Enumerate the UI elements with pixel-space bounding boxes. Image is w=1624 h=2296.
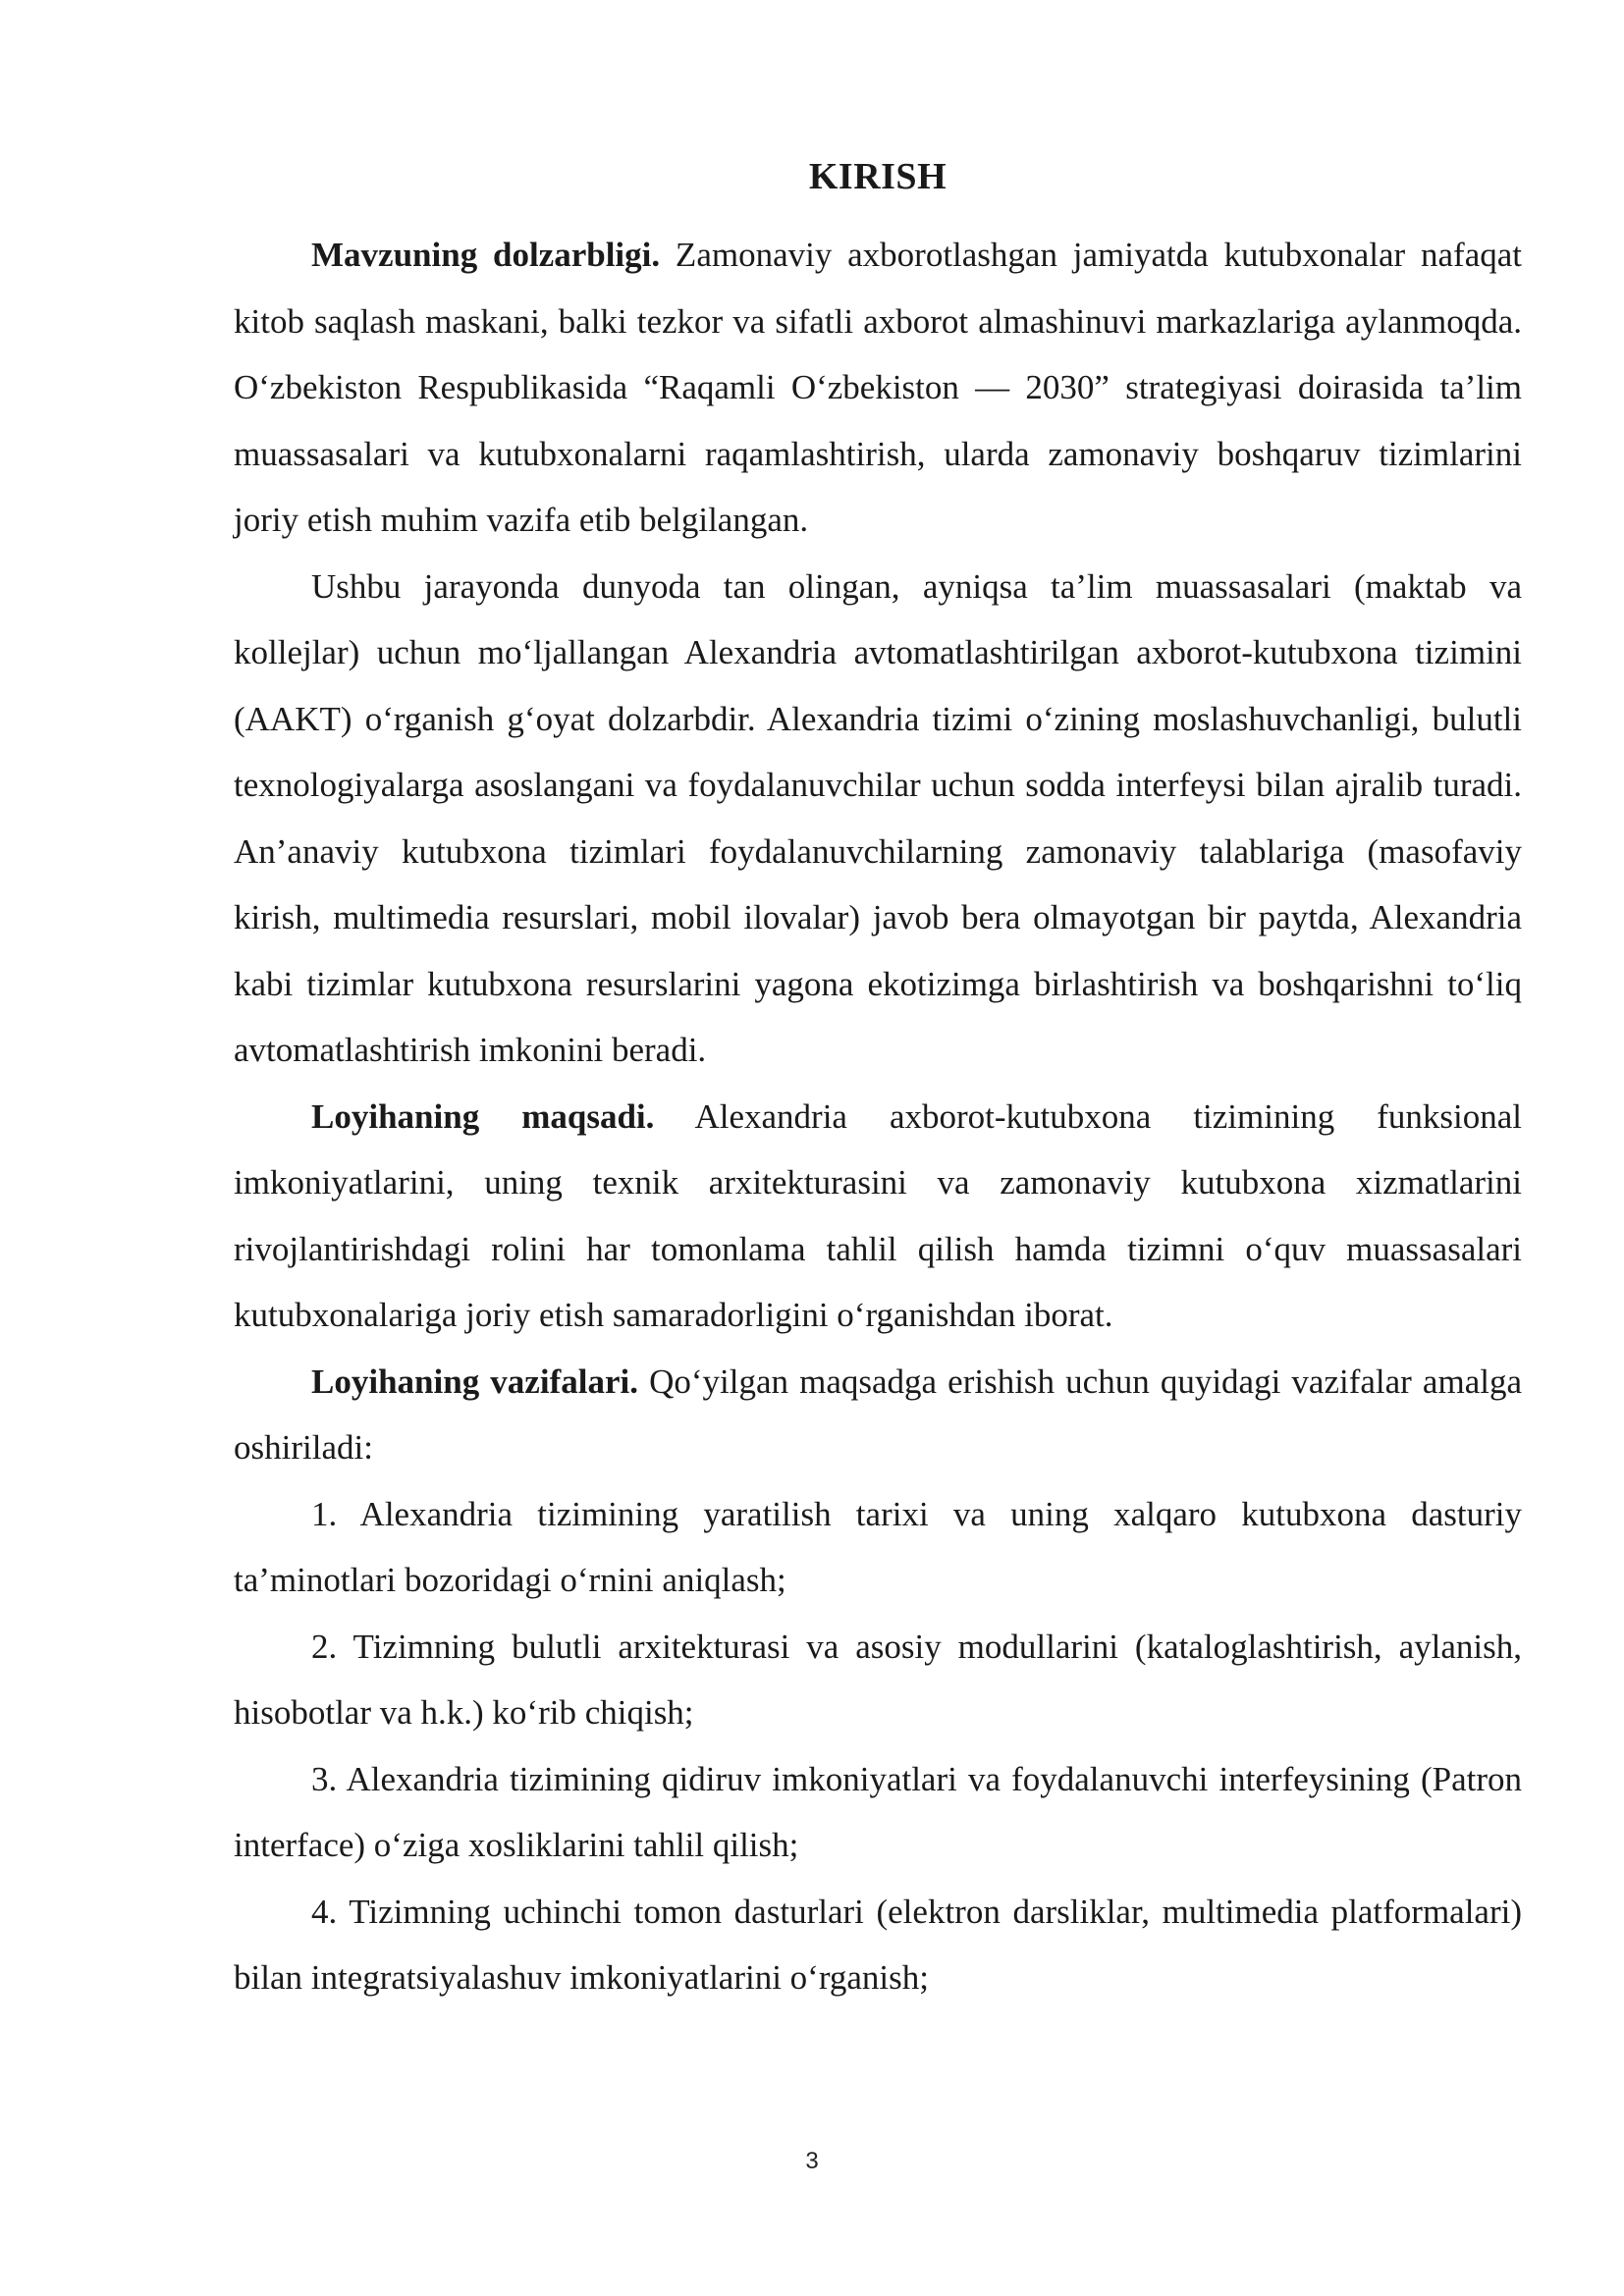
section-heading: KIRISH [808,156,947,197]
document-page [234,155,1522,2011]
paragraph-text: Zamonaviy axborotlashgan jamiyatda kutubxonalar nafaqat kitob saqlash maskani, balki tezkor va sifatli axborot almashinuvi markazlariga aylanmoqda. O‘zbekiston Respublikasida “Raqamli O‘zbekiston — 2030” strategiyasi doirasida ta’lim muassasalari va kutubxonalarni raqamlashtirish, ularda zamonaviy boshqaruv tizimlarini joriy etish muhim vazifa etib belgilangan. [234,236,1522,539]
paragraph-lead: Loyihaning vazifalari. [311,1362,638,1401]
paragraph-goal [234,1084,1522,1349]
task-item-1: 1. Alexandria tizimining yaratilish tarixi va uning xalqaro kutubxona dasturiy ta’minotlari bozoridagi o‘rnini aniqlash; [234,1494,1522,1599]
task-item-2: 2. Tizimning bulutli arxitekturasi va asosiy modullarini (kataloglashtirish, aylanish, hisobotlar va h.k.) ko‘rib chiqish; [234,1627,1522,1732]
paragraph-text: Qo‘yilgan maqsadga erishish uchun quyidagi vazifalar amalga oshiriladi: [234,1362,1522,1467]
paragraph-context [234,554,1522,1084]
paragraph-lead: Mavzuning dolzarbligi. [311,236,661,274]
paragraph-lead: Loyihaning maqsadi. [311,1096,655,1136]
paragraph-relevance [234,222,1522,554]
task-item-3: 3. Alexandria tizimining qidiruv imkoniyatlari va foydalanuvchi interfeysining (Patron interface) o‘ziga xosliklarini tahlil qilish; [234,1759,1522,1864]
paragraph-text: Ushbu jarayonda dunyoda tan olingan, ayniqsa ta’lim muassasalari (maktab va kollejlar) uchun mo‘ljallangan Alexandria avtomatlashtirilgan axborot-kutubxona tizimini (AAKT) o‘rganish g‘oyat dolzarbdir. Alexandria tizimi o‘zining moslashuvchanligi, bulutli texnologiyalarga asoslangani va foydalanuvchilar uchun sodda interfeysi bilan ajralib turadi. An’anaviy kutubxona tizimlari foydalanuvchilarning zamonaviy talablariga (masofaviy kirish, multimedia resurslari, mobil ilovalar) javob bera olmayotgan bir paytda, Alexandria kabi tizimlar kutubxona resurslarini yagona ekotizimga birlashtirish va boshqarishni to‘liq avtomatlashtirish imkonini beradi. [234,566,1522,1069]
paragraph-text: Alexandria axborot-kutubxona tizimining funksional imkoniyatlarini, uning texnik arxitekturasini va zamonaviy kutubxona xizmatlarini rivojlantirishdagi rolini har tomonlama tahlil qilish hamda tizimni o‘quv muassasalari kutubxonalariga joriy etish samaradorligini o‘rganishdan iborat. [234,1096,1522,1334]
page-number: 3 [805,2148,819,2174]
task-item-4: 4. Tizimning uchinchi tomon dasturlari (elektron darsliklar, multimedia platformalari) bilan integratsiyalashuv imkoniyatlarini o‘rganish; [234,1892,1522,1997]
paragraph-tasks-intro [234,1349,1522,1481]
